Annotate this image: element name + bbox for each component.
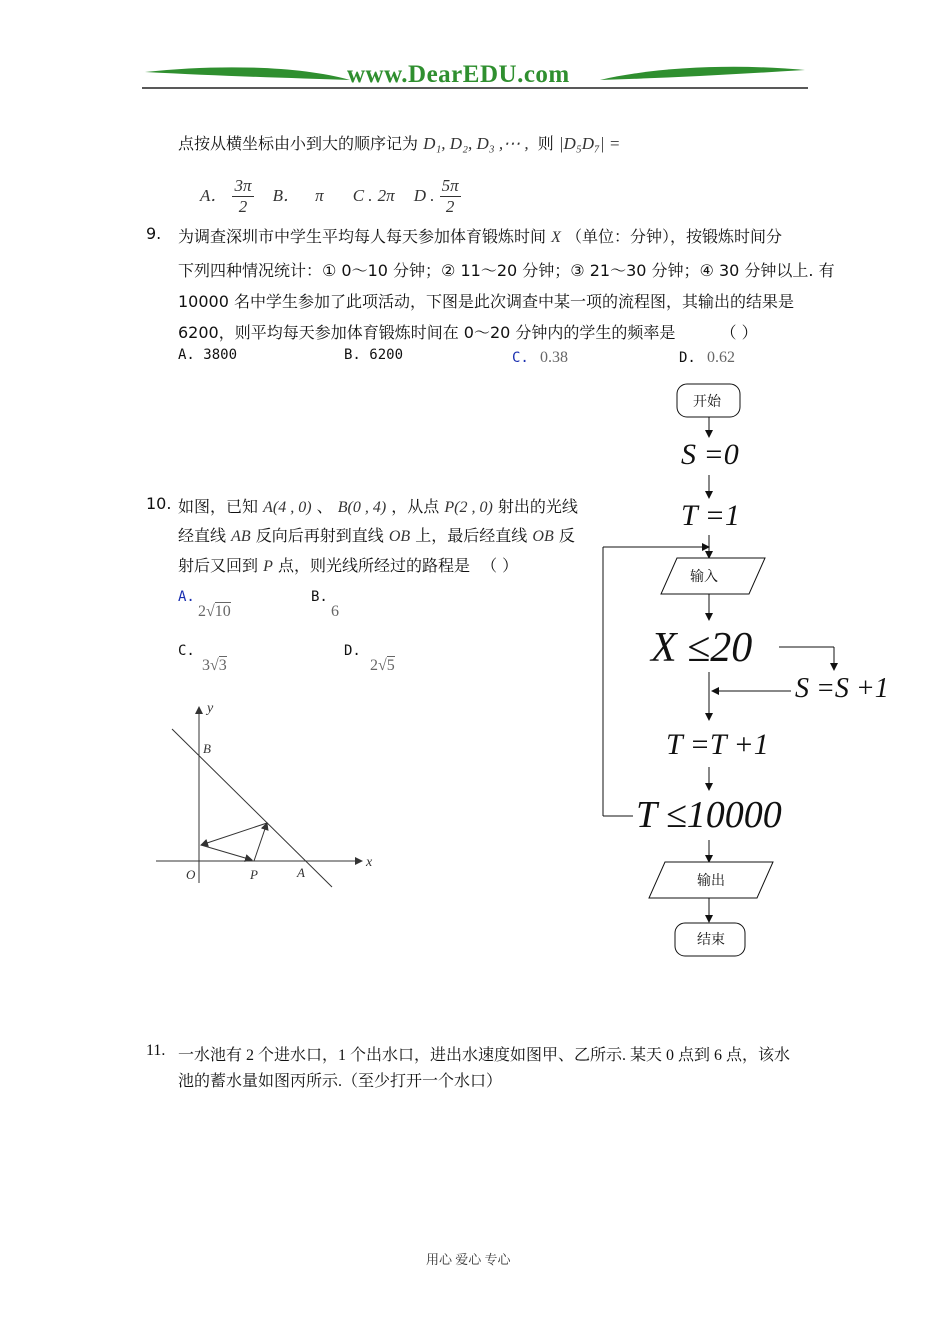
footer-text: 用心 爱心 专心	[426, 1252, 511, 1267]
q10-number: 10.	[146, 494, 172, 513]
q9-line3: 10000 名中学生参加了此项活动，下图是此次调查中某一项的流程图，其输出的结果是	[178, 292, 794, 311]
q10-line1: 如图，已知 A(4 , 0) 、 B(0 , 4) ，从点 P(2 , 0) 射出的光线	[178, 497, 578, 516]
line-ab	[172, 729, 332, 887]
flow-cond1: X ≤20	[651, 625, 753, 671]
flow-t-inc: T =T +1	[666, 728, 769, 761]
label-a: A	[297, 865, 305, 880]
q9-number: 9.	[146, 224, 162, 243]
flow-start: 开始	[693, 394, 721, 410]
q10-opt-c[interactable]: C. 3√3	[178, 643, 227, 674]
q9-opt-a[interactable]: A. 3800	[178, 347, 238, 363]
flow-end: 结束	[697, 932, 725, 948]
q11-line2: 池的蓄水量如图丙所示.（至少打开一个水口）	[178, 1073, 503, 1090]
q8-opt-d-fraction: $\frac{5\pi}{2}$	[441, 176, 459, 216]
flow-input: 输入	[690, 569, 718, 585]
q8-line1: 点按从横坐标由小到大的顺序记为 D₁, D₂, D₃ ,⋯ , 则 |D₅D₇| =	[178, 134, 621, 153]
label-x: x	[366, 855, 373, 870]
header-banner	[140, 58, 810, 94]
label-y: y	[207, 701, 214, 716]
q9-line1: 为调查深圳市中学生平均每人每天参加体育锻炼时间 X （单位：分钟），按锻炼时间分	[178, 227, 782, 246]
flow-s-inc: S =S +1	[795, 673, 889, 704]
q10-opt-d[interactable]: D. 2√5	[344, 643, 395, 674]
q10-line2: 经直线 AB 反向后再射到直线 OB 上，最后经直线 OB 反	[178, 526, 575, 545]
flow-t-init: T =1	[681, 499, 740, 532]
label-o: O	[186, 867, 196, 882]
q9-line2: 下列四种情况统计：① 0～10 分钟；② 11～20 分钟；③ 21～30 分钟；④ 30 分钟以上. 有	[178, 261, 835, 280]
q10-opt-a[interactable]: A. 2√10	[178, 589, 231, 620]
ray-p-to-ab	[254, 823, 267, 861]
ray-ob-to-p	[201, 845, 252, 860]
q9-line4: 6200，则平均每天参加体育锻炼时间在 0～20 分钟内的学生的频率是 （ ）	[178, 323, 758, 342]
q11-line1: 一水池有 2 个进水口，1 个出水口，进出水速度如图甲、乙所示. 某天 0 点到 6 点，该水	[178, 1047, 791, 1064]
q10-figure	[150, 695, 390, 895]
q10-line3: 射后又回到 P 点，则光线所经过的路程是 （ ）	[178, 556, 519, 575]
q8-options: A． $\frac{3\pi}{2}$ B． π C . 2π D . $\frac{5\pi}{2}$	[200, 176, 459, 216]
q9-opt-b[interactable]: B. 6200	[344, 347, 404, 363]
ray-ab-to-ob	[201, 823, 267, 845]
q10-opt-b[interactable]: B. 6	[311, 589, 339, 620]
q8-opt-a-fraction: $\frac{3\pi}{2}$	[234, 176, 252, 216]
flow-output: 输出	[697, 873, 725, 889]
flow-s-init: S =0	[681, 438, 739, 471]
site-name[interactable]: www.DearEDU.com	[347, 61, 570, 88]
q9-opt-c[interactable]: C. 0.38	[512, 349, 568, 366]
flow-cond2: T ≤10000	[636, 794, 782, 836]
q11-number: 11.	[146, 1042, 166, 1059]
label-p: P	[250, 867, 258, 882]
label-b: B	[203, 741, 211, 756]
q9-opt-d[interactable]: D. 0.62	[679, 349, 735, 366]
